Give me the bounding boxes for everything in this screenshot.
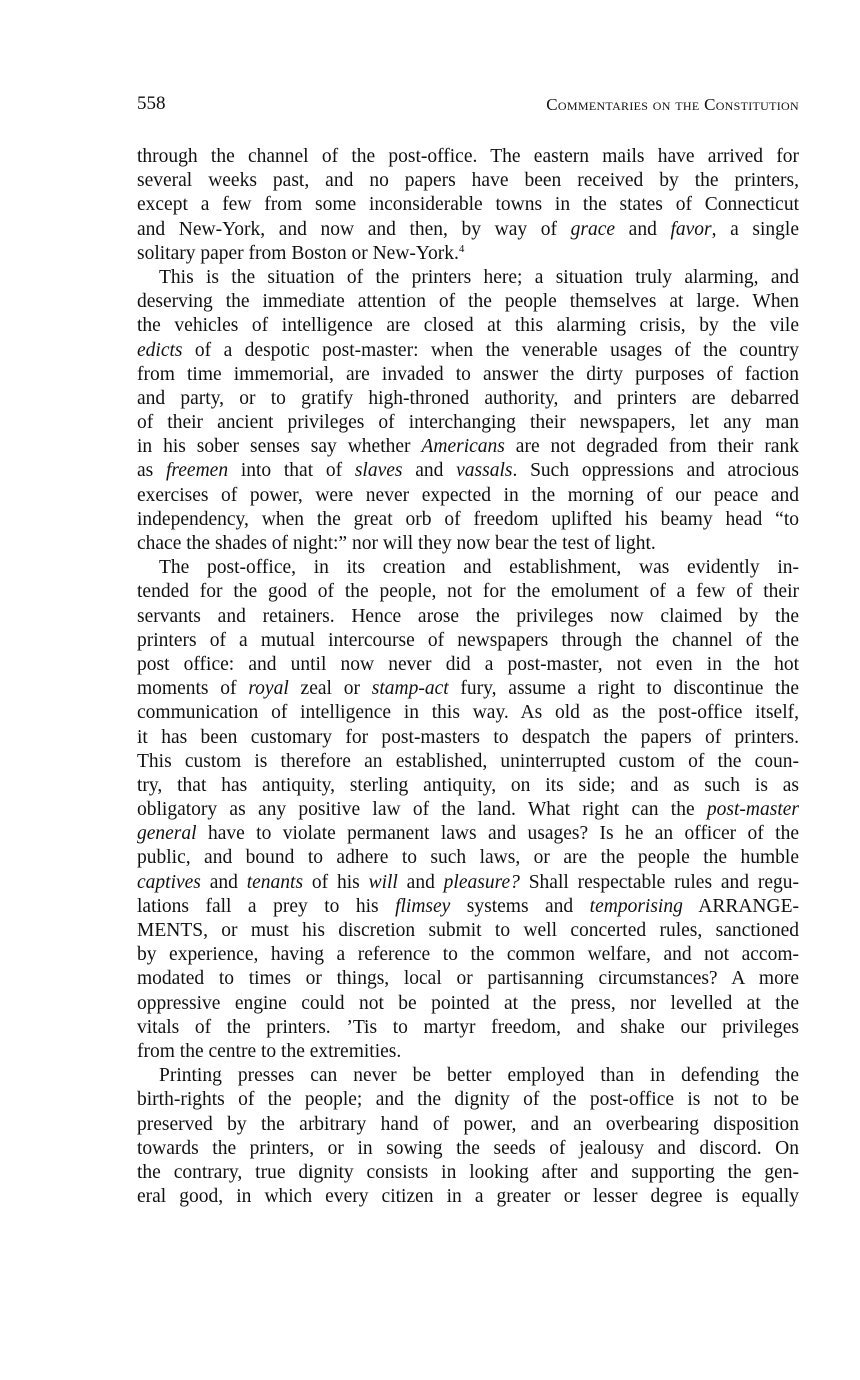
running-head: Commentaries on the Constitution [546,95,799,114]
text-line: several weeks past, and no papers have been received by the printers, [137,170,799,192]
text-line: independency, when the great orb of freedom uplifted his beamy head “to [137,508,799,530]
text-line: The post-office, in its creation and establishment, was evidently in- [159,557,799,579]
text-line: it has been customary for post-masters to despatch the papers of printers. [137,726,799,748]
text-line: vitals of the printers. ’Tis to martyr freedom, and shake our privileges [137,1016,799,1038]
text-line: post office: and until now never did a post-master, not even in the hot [137,653,799,675]
text-line: oppressive engine could not be pointed at the press, nor levelled at the [137,992,799,1014]
text-line: as freemen into that of slaves and vassals. Such oppressions and atrocious [137,460,799,482]
text-line: general have to violate permanent laws and usages? Is he an officer of the [137,823,799,845]
text-line: chace the shades of night:” nor will they now bear the test of light. [137,533,656,554]
page-number: 558 [137,93,166,114]
text-line: and party, or to gratify high-throned authority, and printers are debarred [137,387,799,409]
text-line: through the channel of the post-office. The eastern mails have arrived for [137,146,799,167]
text-line: tended for the good of the people, not for the emolument of a few of their [137,581,799,603]
text-line: by experience, having a reference to the common welfare, and not accom- [137,944,799,966]
text-line: from the centre to the extremities. [137,1040,402,1062]
text-line: MENTS, or must his discretion submit to well concerted rules, sanctioned [137,920,799,941]
text-line: exercises of power, were never expected in the morning of our peace and [137,484,799,506]
text-line: towards the printers, or in sowing the seeds of jealousy and discord. On [137,1137,799,1159]
text-line: captives and tenants of his will and pleasure? Shall respectable rules and regu- [137,871,800,893]
text-line: and New-York, and now and then, by way of grace and favor, a single [137,218,799,240]
text-line: Printing presses can never be better employed than in defending the [159,1065,799,1087]
body-text [137,145,799,1209]
text-line: lations fall a prey to his flimsey systems and temporising ARRANGE- [137,895,799,917]
text-line: This is the situation of the printers here; a situation truly alarming, and [159,266,799,288]
text-line: edicts of a despotic post-master: when the venerable usages of the country [137,339,799,361]
text-line: deserving the immediate attention of the people themselves at large. When [137,291,799,313]
text-line: servants and retainers. Hence arose the privileges now claimed by the [137,605,799,627]
text-line: printers of a mutual intercourse of newspapers through the channel of the [137,629,799,651]
text-line: public, and bound to adhere to such laws, or are the people the humble [137,847,799,869]
text-line: preserved by the arbitrary hand of power, and an overbearing disposition [137,1113,799,1135]
text-line: communication of intelligence in this way. As old as the post-office itself, [137,702,799,724]
text-line: except a few from some inconsiderable towns in the states of Connecticut [137,194,799,216]
text-line: the contrary, true dignity consists in looking after and supporting the gen- [137,1161,799,1183]
text-line: eral good, in which every citizen in a greater or lesser degree is equally [137,1186,799,1208]
text-line: try, that has antiquity, sterling antiquity, on its side; and as such is as [137,774,799,796]
text-line: solitary paper from Boston or New-York.$^4$ [137,242,465,264]
text-line: in his sober senses say whether Americans are not degraded from their rank [137,436,799,458]
text-line: This custom is therefore an established, uninterrupted custom of the coun- [137,750,799,772]
text-line: from time immemorial, are invaded to answer the dirty purposes of faction [137,363,799,385]
page-header [137,93,799,123]
text-line: of their ancient privileges of interchanging their newspapers, let any man [137,412,799,434]
text-line: the vehicles of intelligence are closed at this alarming crisis, by the vile [137,315,799,337]
text-line: birth-rights of the people; and the dignity of the post-office is not to be [137,1089,799,1111]
text-line: moments of royal zeal or stamp-act fury, assume a right to discontinue the [137,678,799,700]
text-line: obligatory as any positive law of the land. What right can the post-master [137,799,799,821]
text-line: modated to times or things, local or partisanning circumstances? A more [137,968,799,990]
